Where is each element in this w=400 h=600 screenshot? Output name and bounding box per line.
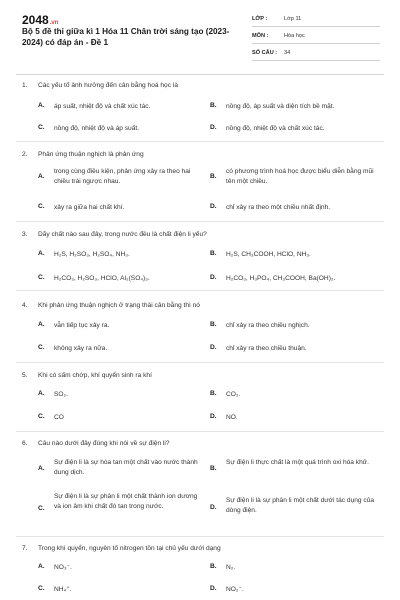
page-header xyxy=(0,0,400,64)
meta-subject: MÔN : Hóa học xyxy=(252,30,380,44)
question-divider xyxy=(16,362,384,363)
question-divider xyxy=(16,290,384,291)
meta-class: LỚP : Lớp 11 xyxy=(252,13,380,27)
question-divider xyxy=(16,141,384,142)
page-title: Bộ 5 đề thi giữa kì 1 Hóa 11 Chân trời sáng tạo (2023-2024) có đáp án - Đề 1 xyxy=(22,27,230,47)
question-divider xyxy=(16,431,384,432)
meta-question-count: SỐ CÂU : 34 xyxy=(252,47,380,61)
question-divider xyxy=(16,536,384,537)
header-divider xyxy=(16,74,384,75)
exam-meta xyxy=(252,13,380,64)
site-logo[interactable]: 2048.vn xyxy=(22,13,59,27)
question-divider xyxy=(16,221,384,222)
